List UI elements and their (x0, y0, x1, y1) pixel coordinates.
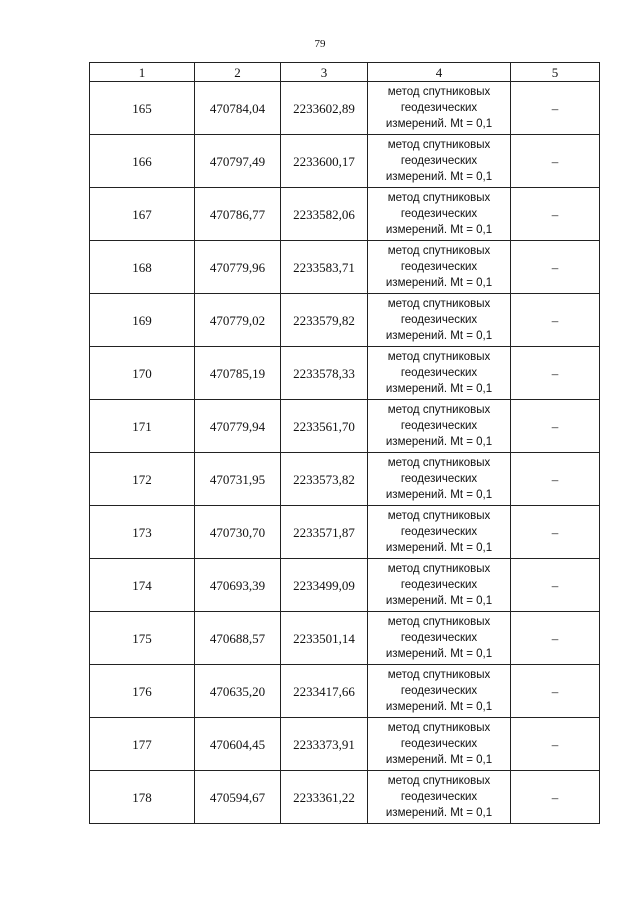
method-text-line: геодезических (400, 632, 478, 644)
point-number-cell: 174 (90, 559, 195, 612)
point-number-cell: 178 (90, 771, 195, 824)
method-cell (368, 188, 511, 241)
method-text-line: геодезических (400, 791, 478, 803)
method-text-line: измерений. Mt = 0,1 (385, 330, 493, 342)
y-coordinate-cell: 2233583,71 (281, 241, 368, 294)
y-coordinate-cell: 2233578,33 (281, 347, 368, 400)
y-coordinate-cell: 2233501,14 (281, 612, 368, 665)
point-number-cell: 165 (90, 82, 195, 135)
method-text-line: метод спутниковых (387, 245, 491, 257)
column-header-5: 5 (511, 63, 600, 82)
x-coordinate-cell: 470779,02 (195, 294, 281, 347)
point-number-cell: 169 (90, 294, 195, 347)
note-cell: – (511, 771, 600, 824)
method-text-line: измерений. Mt = 0,1 (385, 489, 493, 501)
point-number-cell: 177 (90, 718, 195, 771)
point-number-cell: 172 (90, 453, 195, 506)
note-cell: – (511, 400, 600, 453)
method-cell (368, 135, 511, 188)
method-text-line: измерений. Mt = 0,1 (385, 277, 493, 289)
column-header-4: 4 (368, 63, 511, 82)
method-cell (368, 82, 511, 135)
method-cell (368, 612, 511, 665)
note-cell: – (511, 188, 600, 241)
y-coordinate-cell: 2233361,22 (281, 771, 368, 824)
table-header-row (90, 63, 600, 82)
method-text-line: метод спутниковых (387, 86, 491, 98)
y-coordinate-cell: 2233579,82 (281, 294, 368, 347)
table-row (90, 347, 600, 400)
table-row (90, 612, 600, 665)
method-text-line: геодезических (400, 420, 478, 432)
note-cell: – (511, 82, 600, 135)
x-coordinate-cell: 470785,19 (195, 347, 281, 400)
method-text-line: измерений. Mt = 0,1 (385, 436, 493, 448)
method-text-line: геодезических (400, 685, 478, 697)
note-cell: – (511, 241, 600, 294)
y-coordinate-cell: 2233582,06 (281, 188, 368, 241)
note-cell: – (511, 294, 600, 347)
y-coordinate-cell: 2233602,89 (281, 82, 368, 135)
method-cell (368, 453, 511, 506)
x-coordinate-cell: 470784,04 (195, 82, 281, 135)
x-coordinate-cell: 470730,70 (195, 506, 281, 559)
point-number-cell: 175 (90, 612, 195, 665)
y-coordinate-cell: 2233373,91 (281, 718, 368, 771)
method-text-line: измерений. Mt = 0,1 (385, 224, 493, 236)
method-text-line: измерений. Mt = 0,1 (385, 118, 493, 130)
note-cell: – (511, 559, 600, 612)
y-coordinate-cell: 2233571,87 (281, 506, 368, 559)
table-row (90, 559, 600, 612)
column-header-3: 3 (281, 63, 368, 82)
method-text-line: геодезических (400, 738, 478, 750)
table-row (90, 188, 600, 241)
method-text-line: метод спутниковых (387, 457, 491, 469)
method-text-line: измерений. Mt = 0,1 (385, 754, 493, 766)
method-text-line: метод спутниковых (387, 722, 491, 734)
method-text-line: геодезических (400, 155, 478, 167)
note-cell: – (511, 506, 600, 559)
x-coordinate-cell: 470594,67 (195, 771, 281, 824)
note-cell: – (511, 718, 600, 771)
x-coordinate-cell: 470604,45 (195, 718, 281, 771)
table-row (90, 506, 600, 559)
page-number: 79 (314, 38, 326, 50)
y-coordinate-cell: 2233417,66 (281, 665, 368, 718)
method-text-line: измерений. Mt = 0,1 (385, 807, 493, 819)
method-cell (368, 294, 511, 347)
method-text-line: геодезических (400, 102, 478, 114)
x-coordinate-cell: 470731,95 (195, 453, 281, 506)
method-text-line: измерений. Mt = 0,1 (385, 171, 493, 183)
x-coordinate-cell: 470693,39 (195, 559, 281, 612)
method-cell (368, 241, 511, 294)
note-cell: – (511, 347, 600, 400)
method-text-line: метод спутниковых (387, 616, 491, 628)
y-coordinate-cell: 2233561,70 (281, 400, 368, 453)
method-text-line: метод спутниковых (387, 404, 491, 416)
method-text-line: метод спутниковых (387, 298, 491, 310)
method-text-line: метод спутниковых (387, 563, 491, 575)
point-number-cell: 171 (90, 400, 195, 453)
method-text-line: геодезических (400, 367, 478, 379)
method-text-line: геодезических (400, 261, 478, 273)
point-number-cell: 166 (90, 135, 195, 188)
table-row (90, 400, 600, 453)
table-row (90, 241, 600, 294)
method-cell (368, 506, 511, 559)
point-number-cell: 168 (90, 241, 195, 294)
x-coordinate-cell: 470786,77 (195, 188, 281, 241)
table-row (90, 135, 600, 188)
point-number-cell: 170 (90, 347, 195, 400)
method-text-line: метод спутниковых (387, 775, 491, 787)
note-cell: – (511, 453, 600, 506)
method-text-line: геодезических (400, 473, 478, 485)
method-text-line: измерений. Mt = 0,1 (385, 542, 493, 554)
x-coordinate-cell: 470797,49 (195, 135, 281, 188)
method-text-line: геодезических (400, 208, 478, 220)
coordinates-table (89, 62, 600, 824)
method-text-line: метод спутниковых (387, 192, 491, 204)
method-text-line: измерений. Mt = 0,1 (385, 595, 493, 607)
x-coordinate-cell: 470688,57 (195, 612, 281, 665)
method-text-line: метод спутниковых (387, 510, 491, 522)
method-text-line: геодезических (400, 314, 478, 326)
y-coordinate-cell: 2233600,17 (281, 135, 368, 188)
table-row (90, 665, 600, 718)
method-text-line: измерений. Mt = 0,1 (385, 701, 493, 713)
method-text-line: метод спутниковых (387, 669, 491, 681)
method-text-line: метод спутниковых (387, 351, 491, 363)
table-row (90, 718, 600, 771)
y-coordinate-cell: 2233499,09 (281, 559, 368, 612)
table-row (90, 771, 600, 824)
method-cell (368, 400, 511, 453)
note-cell: – (511, 612, 600, 665)
method-text-line: измерений. Mt = 0,1 (385, 383, 493, 395)
method-text-line: геодезических (400, 579, 478, 591)
method-cell (368, 718, 511, 771)
point-number-cell: 167 (90, 188, 195, 241)
point-number-cell: 173 (90, 506, 195, 559)
table-row (90, 453, 600, 506)
note-cell: – (511, 135, 600, 188)
table-row (90, 82, 600, 135)
method-cell (368, 559, 511, 612)
method-cell (368, 347, 511, 400)
point-number-cell: 176 (90, 665, 195, 718)
method-text-line: геодезических (400, 526, 478, 538)
method-text-line: метод спутниковых (387, 139, 491, 151)
method-text-line: измерений. Mt = 0,1 (385, 648, 493, 660)
method-cell (368, 771, 511, 824)
x-coordinate-cell: 470779,94 (195, 400, 281, 453)
column-header-1: 1 (90, 63, 195, 82)
table-row (90, 294, 600, 347)
x-coordinate-cell: 470635,20 (195, 665, 281, 718)
y-coordinate-cell: 2233573,82 (281, 453, 368, 506)
column-header-2: 2 (195, 63, 281, 82)
note-cell: – (511, 665, 600, 718)
method-cell (368, 665, 511, 718)
x-coordinate-cell: 470779,96 (195, 241, 281, 294)
